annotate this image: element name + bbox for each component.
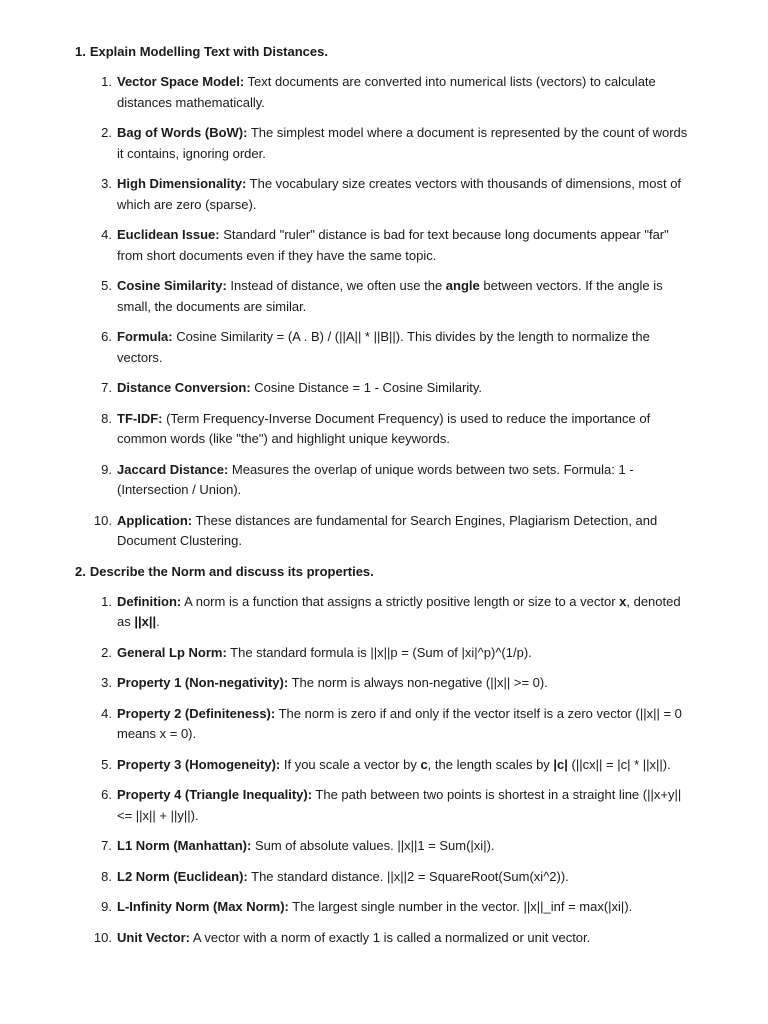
item-label: Distance Conversion: bbox=[117, 380, 251, 395]
item-label: High Dimensionality: bbox=[117, 176, 247, 191]
list-item bbox=[0, 276, 768, 317]
item-emphasis: x bbox=[619, 593, 627, 609]
item-text: The standard distance. ||x||2 = SquareRoot(Sum(xi^2)). bbox=[247, 868, 569, 884]
list-item bbox=[0, 327, 768, 368]
section-title: Describe the Norm and discuss its properties. bbox=[89, 563, 374, 579]
item-number: 1. bbox=[101, 593, 112, 609]
item-label: Unit Vector: bbox=[117, 929, 190, 945]
list-item bbox=[0, 785, 768, 826]
list-item bbox=[0, 409, 768, 450]
section-heading bbox=[75, 42, 715, 62]
item-text: . bbox=[156, 614, 160, 629]
item-number: 10. bbox=[93, 512, 112, 528]
item-text: Cosine Similarity = (A . B) / (||A|| * ||B||). This divides by the length to normalize the vectors. bbox=[117, 329, 650, 365]
item-text: The path between two points is shortest in a straight line (||x+y|| <= ||x|| + ||y||). bbox=[117, 787, 682, 823]
item-text: (||cx|| = |c| * ||x||). bbox=[567, 756, 671, 772]
item-text: A norm is a function that assigns a strictly positive length or size to a vector bbox=[181, 593, 620, 609]
item-text: , the length scales by bbox=[427, 756, 554, 772]
item-text: These distances are fundamental for Search Engines, Plagiarism Detection, and Document Clustering. bbox=[117, 512, 658, 548]
list-item bbox=[0, 928, 768, 949]
item-number: 8. bbox=[101, 868, 112, 884]
item-label: L1 Norm (Manhattan): bbox=[117, 838, 252, 853]
item-label: Euclidean Issue: bbox=[117, 227, 220, 242]
item-number: 8. bbox=[101, 410, 112, 426]
list-item bbox=[0, 897, 768, 918]
item-text: The simplest model where a document is represented by the count of words it contains, ignoring order. bbox=[117, 125, 688, 161]
item-text: Sum of absolute values. ||x||1 = Sum(|xi|). bbox=[251, 838, 495, 853]
section-heading bbox=[75, 562, 715, 582]
item-number: 5. bbox=[101, 756, 112, 772]
item-label: L-Infinity Norm (Max Norm): bbox=[117, 899, 289, 914]
item-label: Property 2 (Definiteness): bbox=[117, 705, 276, 721]
item-number: 7. bbox=[101, 838, 112, 853]
item-number: 5. bbox=[101, 278, 112, 293]
list-item bbox=[0, 643, 768, 664]
list-item bbox=[0, 72, 768, 113]
item-number: 6. bbox=[101, 787, 112, 802]
item-label: Property 1 (Non-negativity): bbox=[117, 675, 289, 690]
item-text: Measures the overlap of unique words between two sets. Formula: 1 - (Intersection / Union). bbox=[117, 461, 634, 497]
list-item bbox=[0, 174, 768, 215]
item-text: A vector with a norm of exactly 1 is called a normalized or unit vector. bbox=[189, 929, 591, 945]
list-item bbox=[0, 225, 768, 266]
item-label: Definition: bbox=[117, 593, 182, 609]
item-number: 9. bbox=[101, 461, 112, 477]
item-label: Formula: bbox=[117, 329, 173, 344]
list-item bbox=[0, 123, 768, 164]
item-text: Text documents are converted into numerical lists (vectors) to calculate distances mathematically. bbox=[117, 74, 656, 110]
item-text: The norm is always non-negative (||x|| >= 0). bbox=[288, 675, 548, 690]
item-emphasis: |c| bbox=[553, 756, 568, 772]
item-label: Property 4 (Triangle Inequality): bbox=[117, 787, 313, 802]
item-label: Bag of Words (BoW): bbox=[117, 125, 248, 140]
item-label: Vector Space Model: bbox=[117, 74, 245, 89]
list-item bbox=[0, 704, 768, 745]
item-number: 7. bbox=[101, 380, 112, 395]
item-number: 6. bbox=[101, 329, 112, 344]
item-text: between vectors. If the angle is small, the documents are similar. bbox=[117, 278, 663, 314]
item-number: 4. bbox=[101, 227, 112, 242]
list-item bbox=[0, 673, 768, 694]
item-text: , denoted as bbox=[117, 593, 681, 629]
section-number: 2. bbox=[75, 563, 86, 579]
item-text: The standard formula is ||x||p = (Sum of |xi|^p)^(1/p). bbox=[226, 644, 532, 660]
item-number: 1. bbox=[101, 74, 112, 89]
item-emphasis: c bbox=[420, 756, 428, 772]
list-item bbox=[0, 378, 768, 399]
section-2-list bbox=[0, 592, 768, 949]
list-item bbox=[0, 755, 768, 776]
section-title: Explain Modelling Text with Distances. bbox=[89, 44, 328, 59]
item-emphasis: ||x|| bbox=[134, 614, 157, 629]
item-label: General Lp Norm: bbox=[117, 644, 227, 660]
item-number: 4. bbox=[101, 705, 112, 721]
item-text: The largest single number in the vector. ||x||_inf = max(|xi|). bbox=[288, 899, 633, 914]
list-item bbox=[0, 460, 768, 501]
item-text: (Term Frequency-Inverse Document Frequency) is used to reduce the importance of common words (like "the") and highlight unique keywords. bbox=[117, 410, 651, 446]
item-number: 10. bbox=[93, 929, 112, 945]
item-number: 9. bbox=[101, 899, 112, 914]
list-item bbox=[0, 867, 768, 888]
list-item bbox=[0, 592, 768, 633]
list-item bbox=[0, 511, 768, 552]
list-item bbox=[0, 836, 768, 857]
item-text: Instead of distance, we often use the bbox=[226, 278, 446, 293]
item-label: Property 3 (Homogeneity): bbox=[117, 756, 281, 772]
section-1-list bbox=[0, 72, 768, 552]
item-text: The vocabulary size creates vectors with thousands of dimensions, most of which are zero (sparse). bbox=[117, 176, 682, 212]
item-label: Application: bbox=[117, 512, 193, 528]
item-text: Cosine Distance = 1 - Cosine Similarity. bbox=[250, 380, 482, 395]
item-label: L2 Norm (Euclidean): bbox=[117, 868, 248, 884]
section-number: 1. bbox=[75, 44, 86, 59]
item-text: If you scale a vector by bbox=[280, 756, 421, 772]
item-number: 2. bbox=[101, 125, 112, 140]
item-number: 2. bbox=[101, 644, 112, 660]
item-label: TF-IDF: bbox=[117, 410, 163, 426]
item-text: The norm is zero if and only if the vector itself is a zero vector (||x|| = 0 means x = 0). bbox=[117, 705, 682, 741]
item-number: 3. bbox=[101, 176, 112, 191]
item-label: Cosine Similarity: bbox=[117, 278, 227, 293]
item-text: Standard "ruler" distance is bad for text because long documents appear "far" from short documents even if they have the same topic. bbox=[117, 227, 669, 263]
item-emphasis: angle bbox=[445, 278, 480, 293]
item-label: Jaccard Distance: bbox=[117, 461, 229, 477]
item-number: 3. bbox=[101, 675, 112, 690]
